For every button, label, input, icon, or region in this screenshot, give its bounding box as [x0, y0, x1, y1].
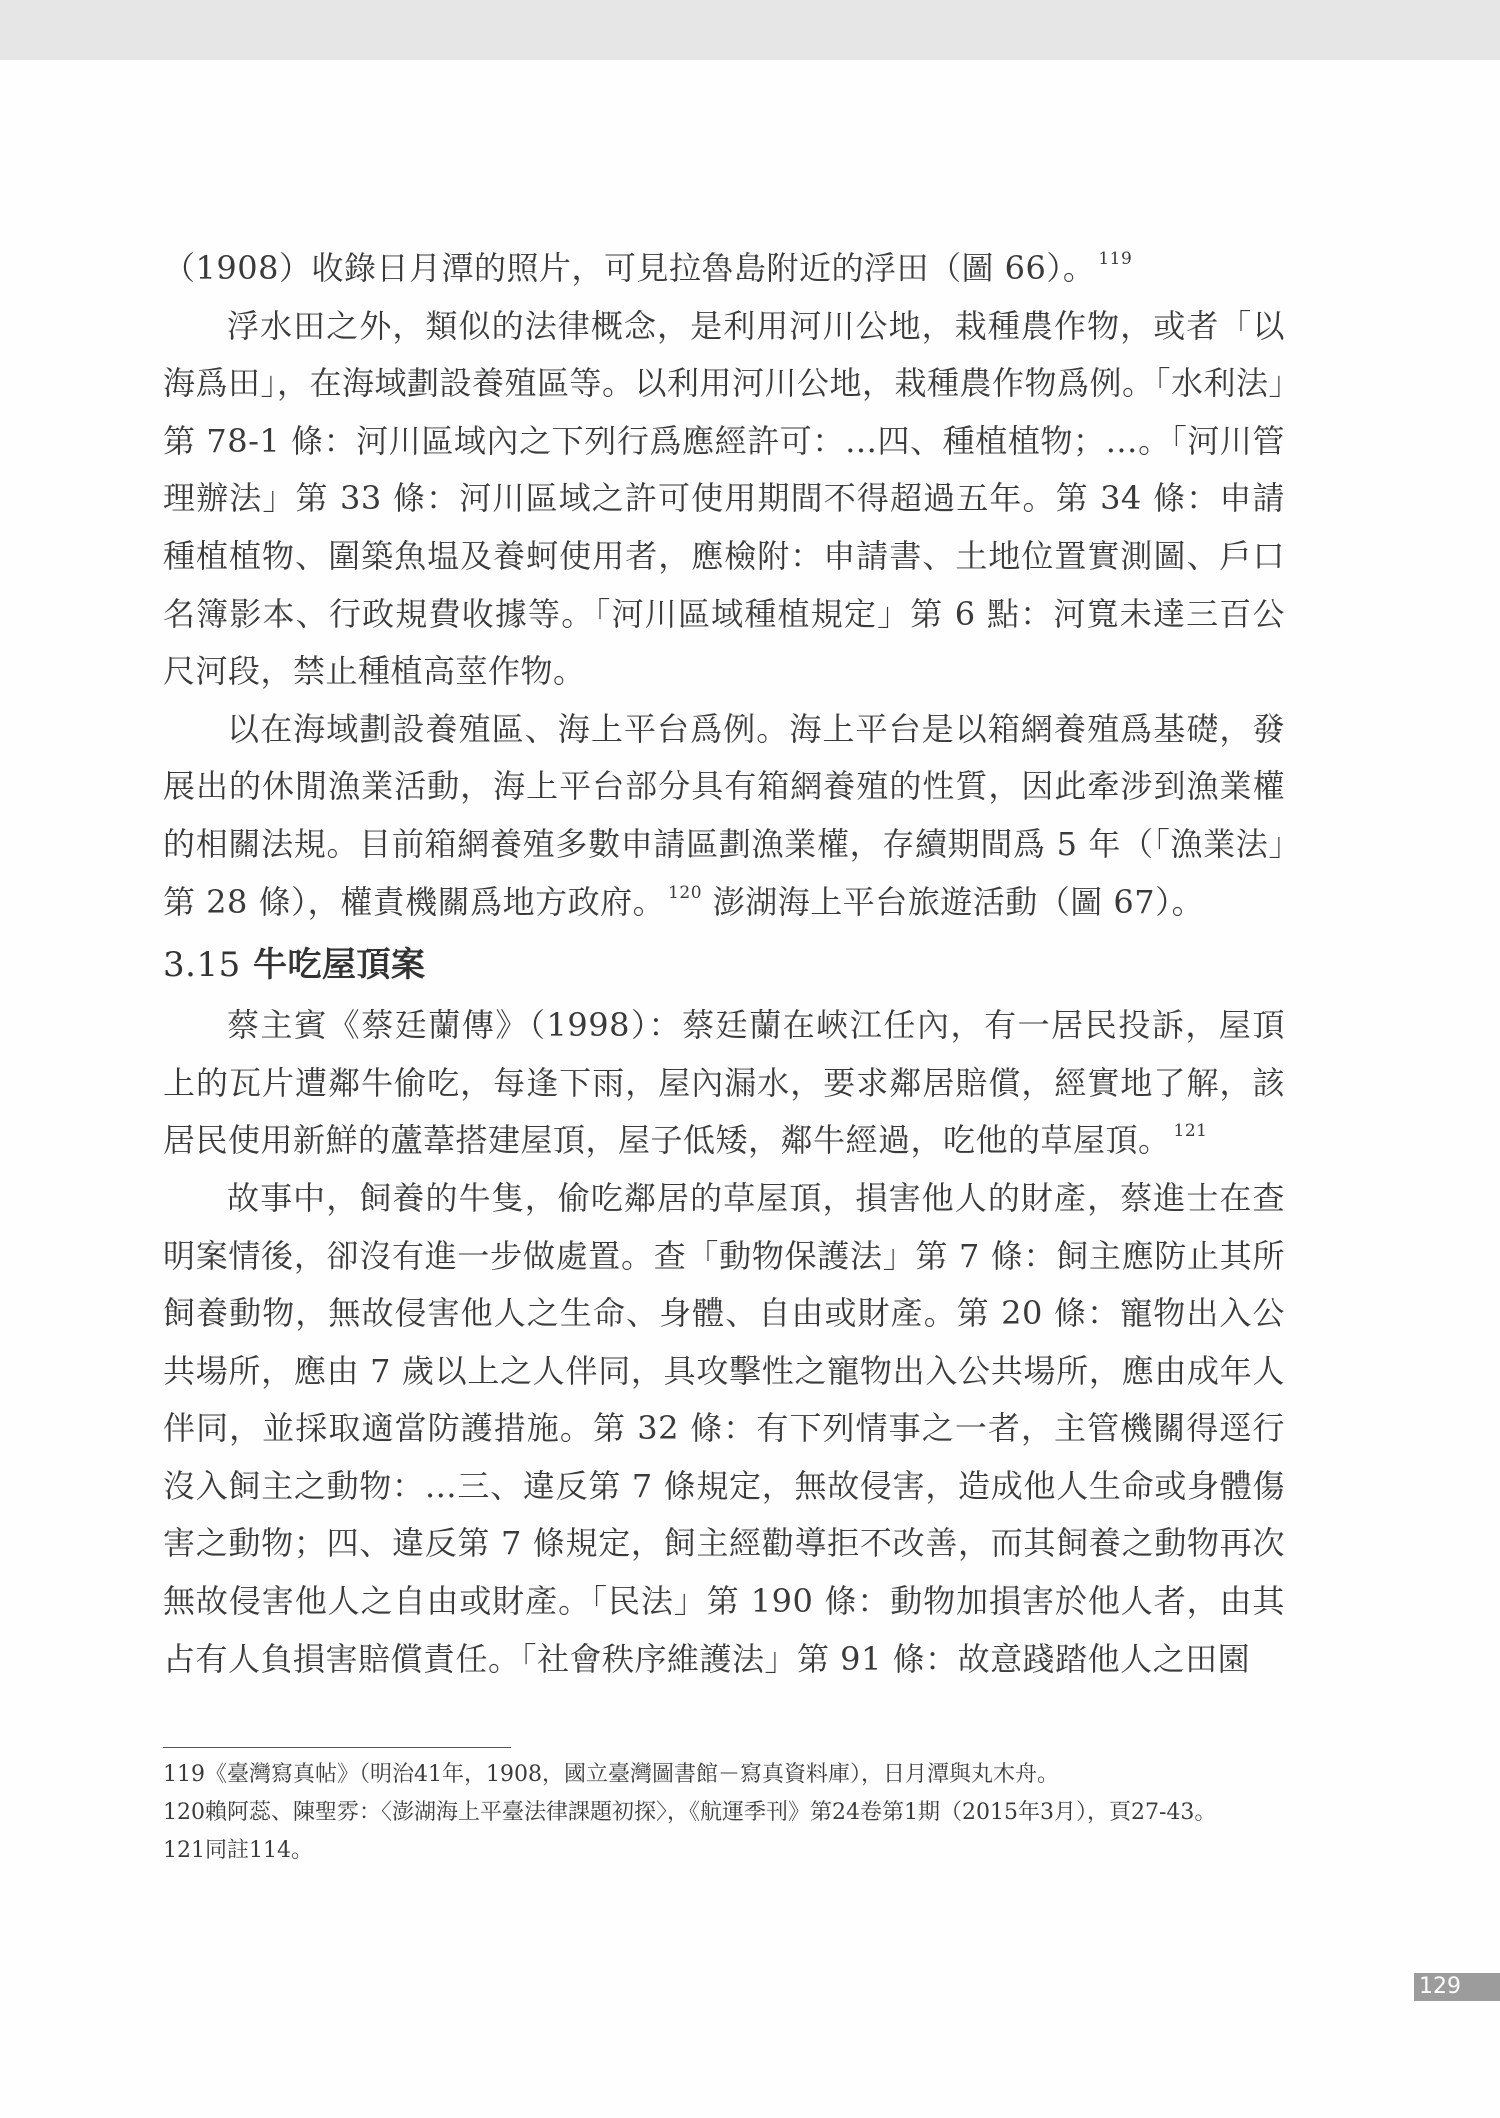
- paragraph: 浮水田之外，類似的法律概念，是利用河川公地，栽種農作物，或者「以海爲田」，在海域劃設養殖區等。以利用河川公地，栽種農作物爲例。「水利法」第 78-1 條：河川區域內之下列行爲應經許可：…四、種植植物；…。「河川管理辦法」第 33 條：河川區域之許可使用期間不得超過五年。第 34 條：申請種植植物、圍築魚塭及養蚵使用者，應檢附：申請書、土地位置實測圖、戶口名簿影本、行政規費收據等。「河川區域種植規定」第 6 點：河寬未達三百公尺河段，禁止種植高莖作物。: [163, 306, 1286, 691]
- footnote-divider: [163, 1747, 511, 1748]
- footnote-119: 119《臺灣寫真帖》（明治41年，1908，國立臺灣圖書館－寫真資料庫），日月潭與丸木舟。: [163, 1762, 1059, 1787]
- footnote-ref-119: 119: [1098, 249, 1133, 269]
- footnote-121: 121同註114。: [163, 1838, 313, 1863]
- footnotes: [163, 1756, 1293, 1870]
- section-heading: [163, 937, 1285, 993]
- page-number: 129: [1414, 1973, 1500, 2001]
- paragraph: 蔡主賓《蔡廷蘭傳》（1998）：蔡廷蘭在峽江任內，有一居民投訴，屋頂上的瓦片遭鄰牛偷吃，每逢下雨，屋內漏水，要求鄰居賠償，經實地了解，該居民使用新鮮的蘆葦搭建屋頂，屋子低矮，鄰牛經過，吃他的草屋頂。 $^{121}$: [163, 1006, 1285, 1160]
- footnote-120: 120賴阿蕊、陳聖雰：〈澎湖海上平臺法律課題初探〉，《航運季刊》第24卷第1期（2015年3月），頁27-43。: [163, 1800, 1217, 1825]
- paragraph: 故事中，飼養的牛隻，偷吃鄰居的草屋頂，損害他人的財產，蔡進士在查明案情後，卻沒有進一步做處置。查「動物保護法」第 7 條：飼主應防止其所飼養動物，無故侵害他人之生命、身體、自由或財產。第 20 條：寵物出入公共場所，應由 7 歲以上之人伴同，具攻擊性之寵物出入公共場所，應由成年人伴同，並採取適當防護措施。第 32 條：有下列情事之一者，主管機關得逕行沒入飼主之動物：…三、違反第 7 條規定，無故侵害，造成他人生命或身體傷害之動物；四、違反第 7 條規定，飼主經勸導拒不改善，而其飼養之動物再次無故侵害他人之自由或財產。「民法」第 190 條：動物加損害於他人者，由其占有人負損害賠償責任。「社會秩序維護法」第 91 條：故意踐踏他人之田園: [163, 1178, 1285, 1678]
- section-title: 牛吃屋頂案: [253, 945, 426, 986]
- paragraph: （1908）收錄日月潭的照片，可見拉魯島附近的浮田（圖 66）。 $^{119}$: [163, 249, 1133, 287]
- paragraph: 以在海域劃設養殖區、海上平台爲例。海上平台是以箱網養殖爲基礎，發展出的休閒漁業活動，海上平台部分具有箱網養殖的性質，因此牽涉到漁業權的相關法規。目前箱網養殖多數申請區劃漁業權，存續期間爲 5 年（「漁業法」第 28 條），權責機關爲地方政府。 $^{120}$ 澎湖海上平台旅遊活動（圖 67）。: [163, 709, 1285, 921]
- body-text: [163, 240, 1285, 1688]
- scan-top-band: [0, 0, 1500, 60]
- footnote-ref-121: 121: [1173, 1121, 1208, 1142]
- footnote-ref-120: 120: [668, 882, 703, 903]
- section-number: 3.15: [163, 945, 241, 986]
